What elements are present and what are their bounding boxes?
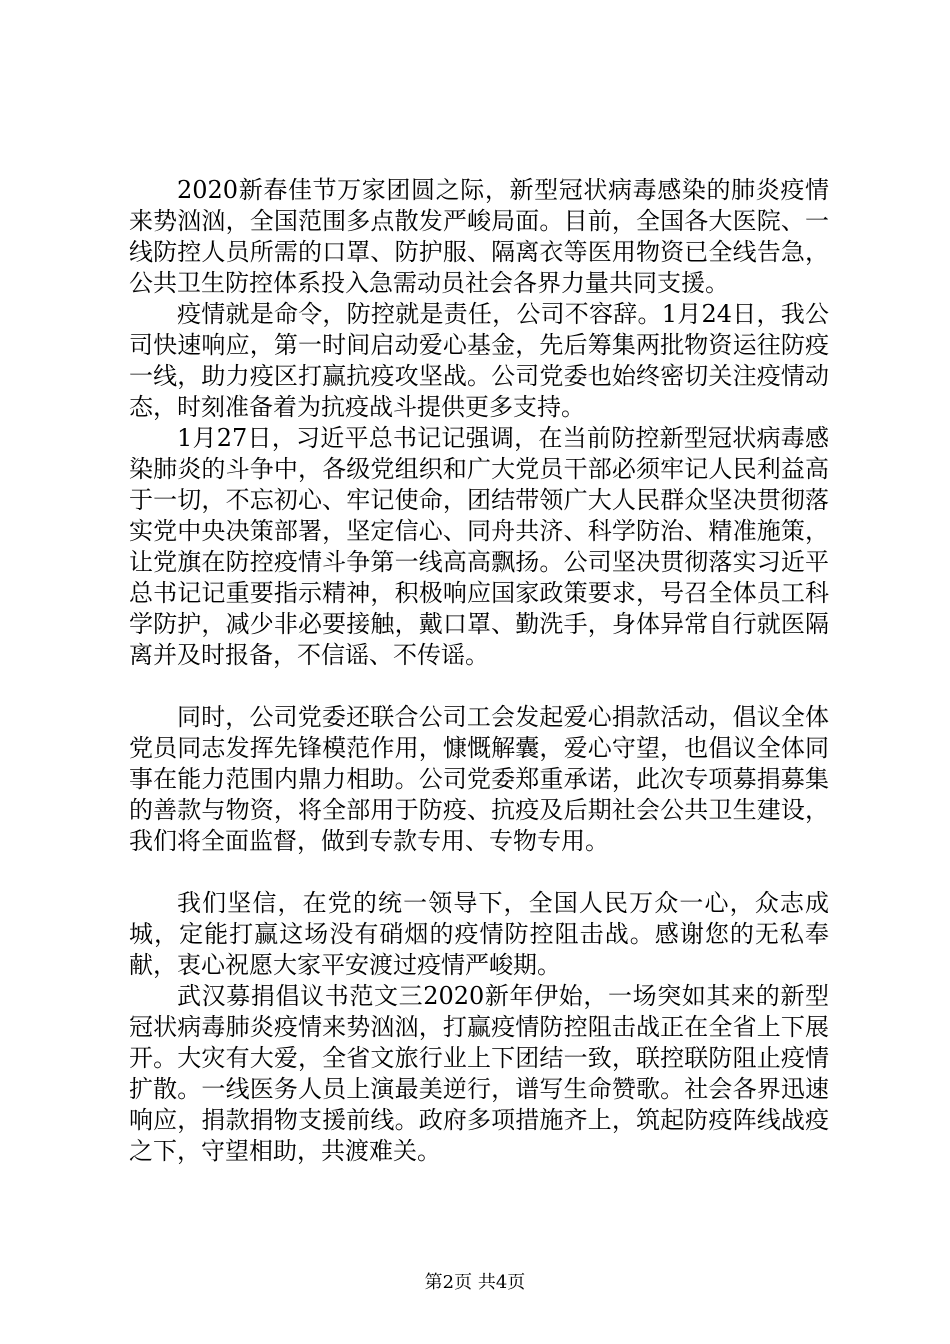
document-body — [129, 175, 829, 1167]
paragraph-3: 1月27日，习近平总书记记强调，在当前防控新型冠状病毒感染肺炎的斗争中，各级党组织和广大党员干部必须牢记人民利益高于一切，不忘初心、牢记使命，团结带领广大人民群众坚决贯彻落实党中央决策部署，坚定信心、同舟共济、科学防治、精准施策，让党旗在防控疫情斗争第一线高高飘扬。公司坚决贯彻落实习近平总书记记重要指示精神，积极响应国家政策要求，号召全体员工科学防护，减少非必要接触，戴口罩、勤洗手，身体异常自行就医隔离并及时报备，不信谣、不传谣。 — [129, 424, 829, 669]
paragraph-2: 疫情就是命令，防控就是责任，公司不容辞。1月24日，我公司快速响应，第一时间启动爱心基金，先后筹集两批物资运往防疫一线，助力疫区打赢抗疫攻坚战。公司党委也始终密切关注疫情动态，时刻准备着为抗疫战斗提供更多支持。 — [129, 300, 829, 421]
paragraph-spacer — [129, 857, 829, 888]
paragraph-6: 武汉募捐倡议书范文三2020新年伊始，一场突如其来的新型冠状病毒肺炎疫情来势汹汹，打赢疫情防控阻击战正在全省上下展开。大灾有大爱，全省文旅行业上下团结一致，联控联防阻止疫情扩散。一线医务人员上演最美逆行，谱写生命赞歌。社会各界迅速响应，捐款捐物支援前线。政府多项措施齐上，筑起防疫阵线战疫之下，守望相助，共渡难关。 — [129, 982, 829, 1165]
paragraph-4: 同时，公司党委还联合公司工会发起爱心捐款活动，倡议全体党员同志发挥先锋模范作用，慷慨解囊，爱心守望，也倡议全体同事在能力范围内鼎力相助。公司党委郑重承诺，此次专项募捐募集的善款与物资，将全部用于防疫、抗疫及后期社会公共卫生建设，我们将全面监督，做到专款专用、专物专用。 — [129, 703, 829, 855]
paragraph-5: 我们坚信，在党的统一领导下，全国人民万众一心，众志成城，定能打赢这场没有硝烟的疫情防控阻击战。感谢您的无私奉献，衷心祝愿大家平安渡过疫情严峻期。 — [129, 889, 829, 979]
paragraph-spacer — [129, 671, 829, 702]
page-number-footer: 第2页 共4页 — [424, 1272, 526, 1293]
paragraph-1: 2020新春佳节万家团圆之际，新型冠状病毒感染的肺炎疫情来势汹汹，全国范围多点散发严峻局面。目前，全国各大医院、一线防控人员所需的口罩、防护服、隔离衣等医用物资已全线告急，公共卫生防控体系投入急需动员社会各界力量共同支援。 — [129, 176, 829, 297]
